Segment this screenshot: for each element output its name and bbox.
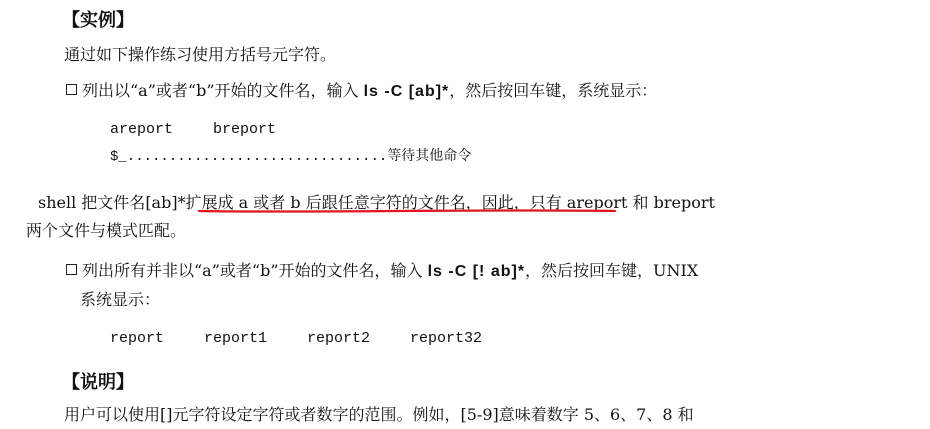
output2-file: report bbox=[110, 330, 165, 347]
explanation-highlight: [ab]*扩展成 a 或者 b 后跟任意字符的文件名 bbox=[145, 193, 466, 212]
step1-line bbox=[66, 78, 657, 101]
output2-file: report1 bbox=[204, 330, 268, 347]
step1-suffix: ，然后按回车键，系统显示： bbox=[449, 81, 658, 100]
output1-files bbox=[110, 121, 276, 138]
output1-prompt: $_...............................等待其他命令 bbox=[110, 149, 472, 165]
step2-line bbox=[66, 258, 698, 281]
explanation-line2: 两个文件与模式匹配。 bbox=[26, 221, 187, 240]
step2-command: ls -C [! ab]* bbox=[427, 263, 526, 280]
output2-file: report32 bbox=[410, 330, 483, 347]
explanation-prefix: shell 把文件名 bbox=[38, 193, 146, 212]
output1-file: areport bbox=[110, 121, 174, 138]
step2-line2: 系统显示： bbox=[80, 290, 161, 309]
intro-text: 通过如下操作练习使用方括号元字符。 bbox=[64, 45, 337, 64]
output2-files bbox=[110, 330, 482, 347]
note-text: 用户可以使用[]元字符设定字符或者数字的范围。例如，[5-9]意味着数字 5、6、7、8 和 bbox=[64, 405, 694, 424]
output2-file: report2 bbox=[307, 330, 371, 347]
red-underline bbox=[197, 207, 617, 215]
note-heading: 【说明】 bbox=[62, 372, 134, 393]
checkbox-icon bbox=[66, 84, 77, 95]
red-underline-stroke bbox=[199, 210, 615, 211]
checkbox-icon bbox=[66, 264, 77, 275]
step2-suffix: ，然后按回车键，UNIX bbox=[525, 261, 699, 280]
step1-command: ls -C [ab]* bbox=[363, 83, 450, 100]
step1-prefix: 列出以“a”或者“b”开始的文件名，输入 bbox=[82, 81, 364, 100]
output1-file: breport bbox=[213, 121, 277, 138]
explanation-suffix: ，因此，只有 areport 和 breport bbox=[465, 193, 715, 212]
example-heading: 【实例】 bbox=[62, 10, 134, 31]
step2-prefix: 列出所有并非以“a”或者“b”开始的文件名，输入 bbox=[82, 261, 428, 280]
